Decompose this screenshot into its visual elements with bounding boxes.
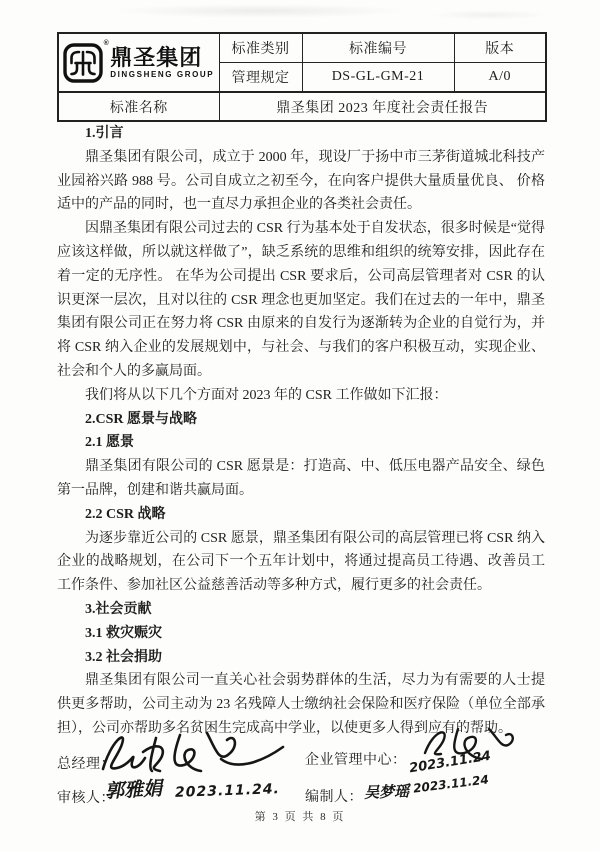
standard-number-label: 标准编号 [302,33,454,63]
section-heading: 3.2 社会捐助 [85,649,162,665]
standard-number-value: DS-GL-GM-21 [302,63,454,93]
dingsheng-logo-icon [63,39,110,83]
standard-name-label: 标准名称 [58,92,219,121]
logo-cell [58,33,219,92]
section-heading: 2.1 愿景 [85,435,134,451]
reviewer-label: 审核人： [57,791,115,806]
management-center-label: 企业管理中心： [305,753,407,768]
signature-area [57,723,545,815]
brand-name [110,44,215,79]
standard-category-label: 标准类别 [219,33,302,63]
body-paragraph: 鼎圣集团有限公司一直关心社会弱势群体的生活，尽力为有需要的人士提供更多帮助，公司主动为 23 名残障人士缴纳社会保险和医疗保险（单位全部承担），公司亦帮助多名贫困生完成高中学业，以使更多人得到应有的帮助。 [57,673,545,736]
reviewer-date: 2023.11.24. [174,781,281,801]
section-heading: 3.1 救灾赈灾 [85,625,162,641]
section-heading: 1.引言 [85,126,124,141]
management-center-date: 2023.11.24 [408,748,492,777]
version-label: 版本 [454,33,546,63]
reviewer-signature: 郭雅娟 [104,777,163,803]
body-paragraph: 鼎圣集团有限公司，成立于 2000 年，现设厂于扬中市三茅街道城北科技产业园裕兴路 988 号。公司自成立之初至今，在向客户提供大量质量优良、 价格适中的产品的同时，也一直尽力承担企业的各类社会责任。 [57,149,545,213]
standard-category-value: 管理规定 [219,63,302,93]
registered-mark: ® [103,39,110,47]
body-paragraph: 我们将从以下几个方面对 2023 年的 CSR 工作做如下汇报： [85,387,448,403]
general-manager-label: 总经理： [57,757,115,772]
section-heading: 2.CSR 愿景与战略 [85,411,198,427]
scan-artifact [110,4,410,18]
header-table [57,32,547,122]
standard-name-value: 鼎圣集团 2023 年度社会责任报告 [219,92,546,121]
compiler-date: 2023.11.24 [412,772,490,796]
compiler-label: 编制人： [305,790,363,805]
version-value: A/0 [454,63,546,93]
brand-name-cn: 鼎圣集团 [110,44,203,70]
document-body [57,122,545,741]
compiler-signature: 吴梦瑶 [363,782,410,802]
body-paragraph: 为逐步靠近公司的 CSR 愿景，鼎圣集团有限公司的高层管理已将 CSR 纳入企业的战略规划，在公司下一个五年计划中，将通过提高员工待遇、改善员工工作条件、参加社区公益慈善活动等多种方式，履行更多的社会责任。 [57,530,545,594]
section-heading: 3.社会贡献 [85,601,152,617]
section-heading: 2.2 CSR 战略 [85,506,166,522]
company-logo [63,39,215,83]
body-paragraph: 因鼎圣集团有限公司过去的 CSR 行为基本处于自发状态，很多时候是“觉得应该这样做，所以就这样做了”，缺乏系统的思维和组织的统筹安排，因此存在着一定的无序性。 在华为公司提出 CSR 要求后，公司高层管理者对 CSR 的认识更深一层次，且对以往的 CSR 理念也更加坚定。我们在过去的一年中，鼎圣集团有限公司正在努力将 CSR 由原来的自发行为逐渐转为企业的自觉行为，并将 CSR 纳入企业的发展规划中，与社会、与我们的客户积极互动，实现企业、社会和个人的多赢局面。 [57,221,545,379]
brand-name-en: DINGSHENG GROUP [110,69,215,79]
scan-artifact [430,10,550,20]
body-paragraph: 鼎圣集团有限公司的 CSR 愿景是：打造高、中、低压电器产品安全、绿色第一品牌，创建和谐共赢局面。 [57,459,545,498]
page-footer: 第 3 页 共 8 页 [254,811,346,823]
